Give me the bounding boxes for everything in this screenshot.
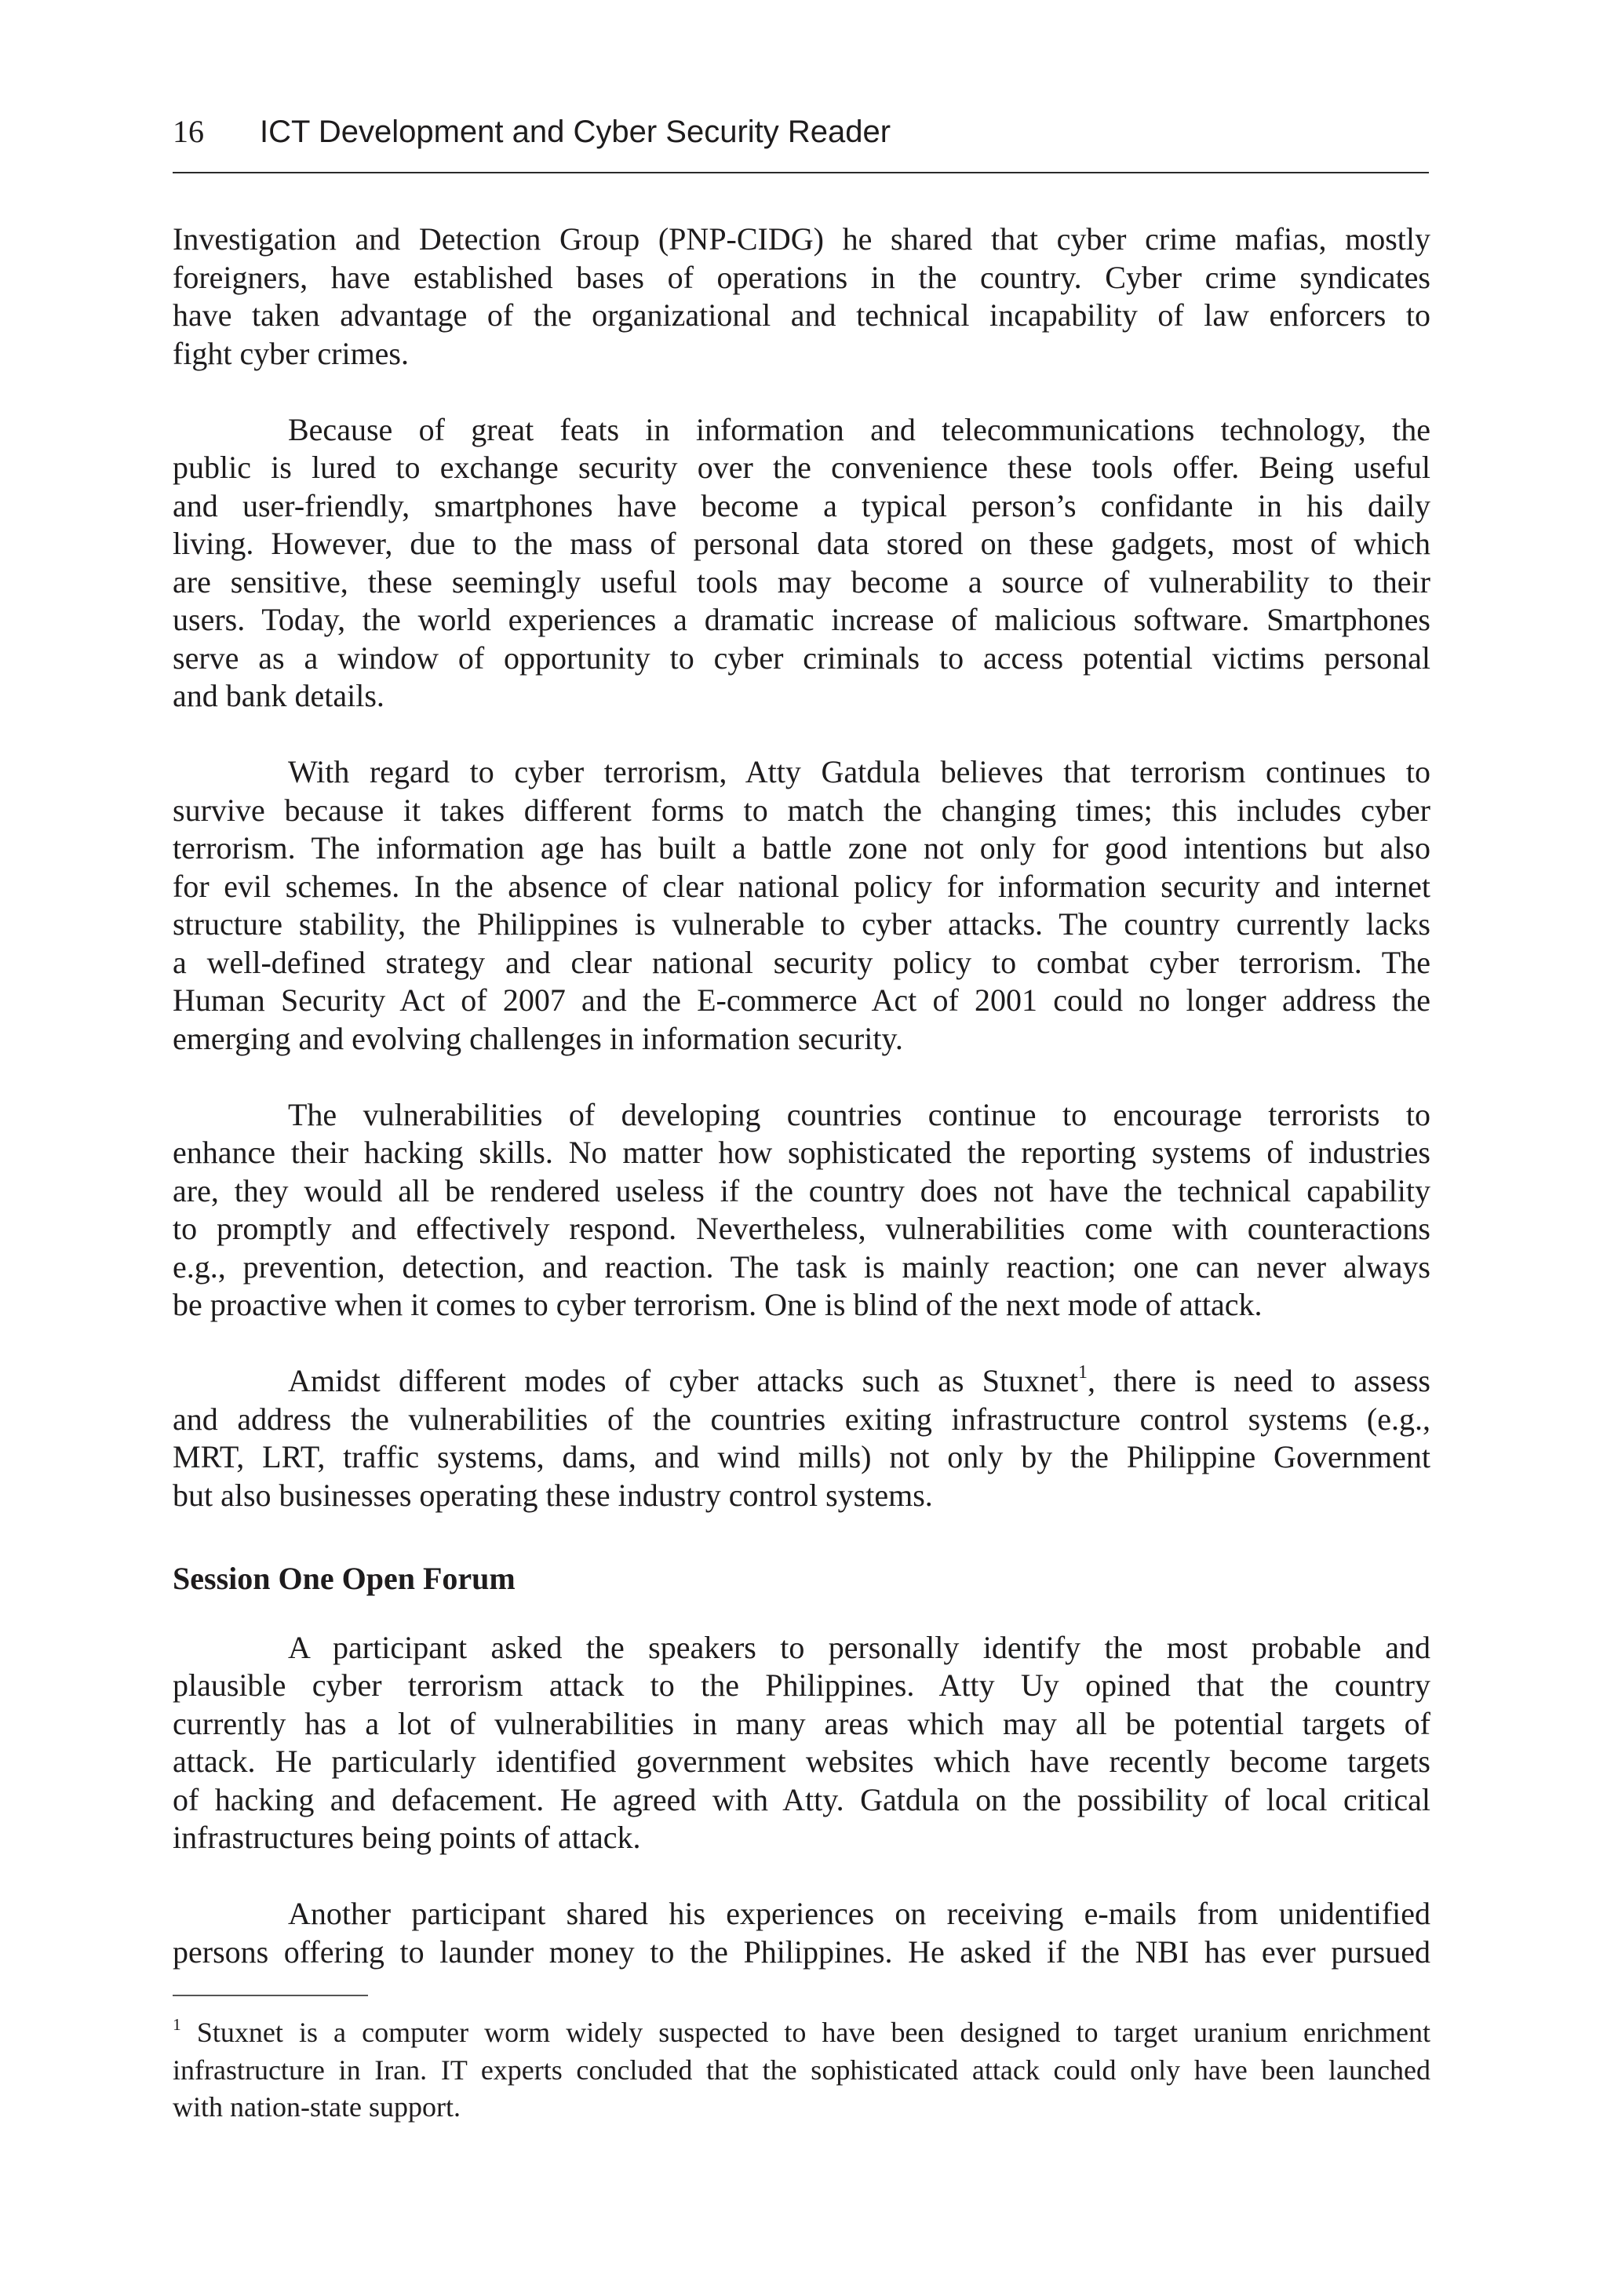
text-line: with nation-state support. [173,2091,461,2123]
line-text: , there is need to assess [1087,1363,1430,1398]
text-line: currently has a lot of vulnerabilities in many areas which may all be potential targets of [173,1705,1430,1741]
text-line: living. However, due to the mass of personal data stored on these gadgets, most of which [173,526,1430,561]
running-title: ICT Development and Cyber Security Reader [260,115,891,149]
text-line [173,2014,1430,2052]
text-line: of hacking and defacement. He agreed with Atty. Gatdula on the possibility of local critical [173,1781,1430,1817]
text-line: With regard to cyber terrorism, Atty Gatdula believes that terrorism continues to [288,754,1430,789]
text-line: infrastructures being points of attack. [173,1820,641,1855]
footnote-number: 1 [1077,1362,1088,1383]
body-text [173,220,1430,2010]
text-line: users. Today, the world experiences a dramatic increase of malicious software. Smartphones [173,602,1430,637]
text-line: terrorism. The information age has built a battle zone not only for good intentions but also [173,830,1430,866]
text-line: are sensitive, these seemingly useful tools may become a source of vulnerability to their [173,563,1430,600]
text-line: attack. He particularly identified government websites which have recently become targets [173,1744,1430,1779]
text-line: and address the vulnerabilities of the countries exiting infrastructure control systems (e.g., [173,1401,1430,1437]
text-line: emerging and evolving challenges in information security. [173,1020,903,1056]
text-line: structure stability, the Philippines is vulnerable to cyber attacks. The country currently lacks [173,906,1430,942]
text-line: plausible cyber terrorism attack to the Philippines. Atty Uy opined that the country [173,1667,1430,1703]
text-line: foreigners, have established bases of operations in the country. Cyber crime syndicates [173,259,1430,295]
text-line: Human Security Act of 2007 and the E-commerce Act of 2001 could no longer address the [173,982,1430,1018]
text-line: Session One Open Forum [173,1560,516,1596]
footnotes [173,2014,1430,2127]
text-line: and user-friendly, smartphones have become a typical person’s confidante in his daily [173,487,1430,523]
header-rule [173,172,1429,173]
text-line: survive because it takes different forms to match the changing times; this includes cyber [173,792,1430,828]
text-line: persons offering to launder money to the Philippines. He asked if the NBI has ever pursued [173,1933,1430,1970]
text-line: but also businesses operating these industry control systems. [173,1477,933,1513]
paragraph [173,1629,1430,1857]
text-line [173,1362,1430,1401]
text-line: Investigation and Detection Group (PNP-CIDG) he shared that cyber crime mafias, mostly [173,221,1430,257]
text-line: are, they would all be rendered useless if the country does not have the technical capability [173,1172,1430,1208]
paragraph [173,1362,1430,1514]
text-line: for evil schemes. In the absence of clear national policy for information security and internet [173,868,1430,904]
footnote-number: 1 [173,2014,181,2034]
text-line: public is lured to exchange security over the convenience these tools offer. Being useful [173,450,1430,485]
paragraph [173,753,1430,1058]
text-line: The vulnerabilities of developing countries continue to encourage terrorists to [288,1096,1430,1132]
text-line: MRT, LRT, traffic systems, dams, and wind mills) not only by the Philippine Government [173,1439,1430,1474]
paragraph [173,411,1430,716]
text-line: A participant asked the speakers to personally identify the most probable and [288,1629,1430,1665]
paragraph [173,1096,1430,1325]
paragraph [173,1895,1430,1971]
text-line: and bank details. [173,678,384,713]
text-line: e.g., prevention, detection, and reaction. The task is mainly reaction; one can never always [173,1248,1430,1285]
text-line: have taken advantage of the organizational and technical incapability of law enforcers to [173,297,1430,333]
text-line: to promptly and effectively respond. Nevertheless, vulnerabilities come with counteractions [173,1211,1430,1246]
text-line: enhance their hacking skills. No matter how sophisticated the reporting systems of industries [173,1135,1430,1170]
text-line: be proactive when it comes to cyber terrorism. One is blind of the next mode of attack. [173,1287,1263,1322]
text-line: serve as a window of opportunity to cyber criminals to access potential victims personal [173,640,1430,676]
footnote-rule [173,1995,368,1996]
line-text: Stuxnet is a computer worm widely suspected to have been designed to target uranium enrichment [180,2017,1430,2048]
text-line: Because of great feats in information and telecommunications technology, the [288,411,1430,447]
footnote [173,2014,1430,2127]
section-heading [173,1560,1430,1598]
text-line: Another participant shared his experiences on receiving e-mails from unidentified [288,1896,1430,1931]
text-line: a well-defined strategy and clear national security policy to combat cyber terrorism. The [173,944,1430,980]
text-line: fight cyber crimes. [173,335,409,371]
line-text: Amidst different modes of cyber attacks such as Stuxnet [288,1363,1078,1398]
page-number: 16 [173,114,204,149]
text-line: infrastructure in Iran. IT experts concluded that the sophisticated attack could only have been launched [173,2054,1430,2086]
paragraph [173,220,1430,373]
